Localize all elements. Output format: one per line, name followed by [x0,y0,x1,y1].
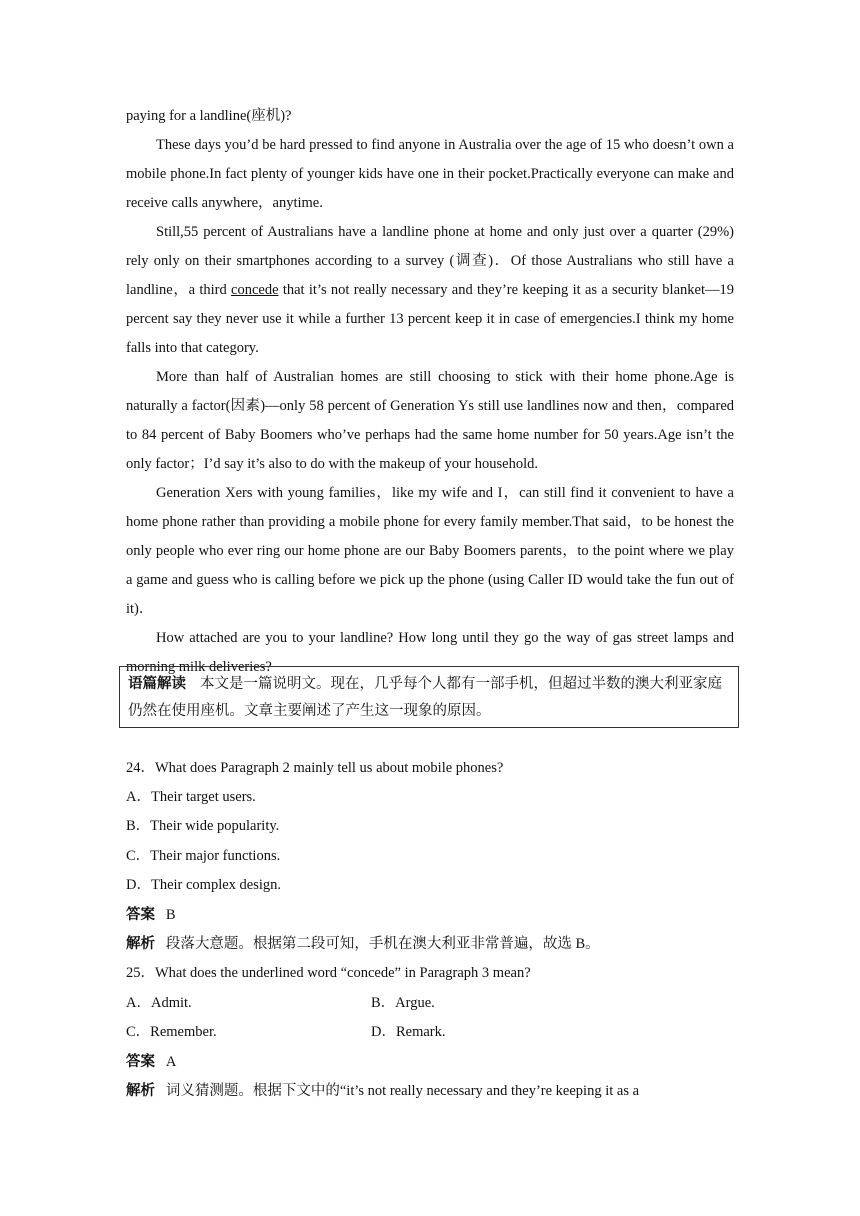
answer-value: B [165,907,176,923]
q24-answer [126,905,176,925]
answer-label: 答案 [126,1054,155,1070]
q25-option-a: A．Admit. [126,995,192,1011]
passage-line-0: paying for a landline(座机)? [126,108,292,124]
q25-option-c: C．Remember. [126,1024,217,1040]
q24-option-c: C．Their major functions. [126,848,281,864]
explanation-label: 解析 [126,936,155,952]
passage-paragraph-4: More than half of Australian homes are still choosing to stick with their home phone.Age is naturally a factor(因素)—only 58 percent of Generation Ys still use landlines now and then，compared to 84 percent of Baby Boomers who’ve perhaps had the same home number for 50 years.Age isn’t the only factor；I’d say it’s also to do with the makeup of your household. [126,369,734,472]
passage-paragraph-3 [126,218,734,363]
q25-option-d: D．Remark. [371,1024,446,1040]
q24-option-b: B．Their wide popularity. [126,818,280,834]
paragraph-3-text-a: Still,55 percent of Australians have a landline phone at home and only just over a quarter (29%) rely only on their smartphones according to a survey (调查)．Of those Australians who still have a landline，a third [126,224,734,298]
passage-paragraph-2: These days you’d be hard pressed to find anyone in Australia over the age of 15 who doesn’t own a mobile phone.In fact plenty of younger kids have one in their pocket.Practically everyone can make and receive calls anywhere，anytime. [126,137,734,211]
q24-explanation [126,934,600,954]
answer-value: A [165,1054,177,1070]
passage [126,102,734,682]
underlined-word-concede: concede [231,282,279,298]
passage-paragraph-6: How attached are you to your landline? How long until they go the way of gas street lamps and morning milk deliveries? [126,630,734,675]
analysis-text: 本文是一篇说明文。现在，几乎每个人都有一部手机，但超过半数的澳大利亚家庭仍然在使用座机。文章主要阐述了产生这一现象的原因。 [128,676,722,719]
text-analysis-box [119,666,739,728]
answer-label: 答案 [126,907,155,923]
analysis-label: 语篇解读 [128,676,186,692]
explanation-text: 词义猜测题。根据下文中的“it’s not really necessary and they’re keeping it as a [165,1083,640,1099]
q25-explanation [126,1081,639,1101]
explanation-label: 解析 [126,1083,155,1099]
explanation-text: 段落大意题。根据第二段可知，手机在澳大利亚非常普遍，故选 B。 [165,936,600,952]
q24-option-a: A．Their target users. [126,789,256,805]
q25-option-b: B．Argue. [371,995,435,1011]
q24-option-d: D．Their complex design. [126,877,282,893]
question-24: 24．What does Paragraph 2 mainly tell us about mobile phones? [126,760,504,776]
q25-answer [126,1052,176,1072]
question-25: 25．What does the underlined word “concede” in Paragraph 3 mean? [126,965,531,981]
paragraph-3-text-b: that it’s not really necessary and they’re keeping it as a security blanket—19 percent say they never use it while a further 13 percent keep it in case of emergencies.I think my home falls into that category. [126,282,734,356]
passage-paragraph-5: Generation Xers with young families，like my wife and I，can still find it convenient to have a home phone rather than providing a mobile phone for every family member.That said，to be honest the only people who ever ring our home phone are our Baby Boomers parents，to the point where we play a game and guess who is calling before we pick up the phone (using Caller ID would take the fun out of it)． [126,485,734,617]
